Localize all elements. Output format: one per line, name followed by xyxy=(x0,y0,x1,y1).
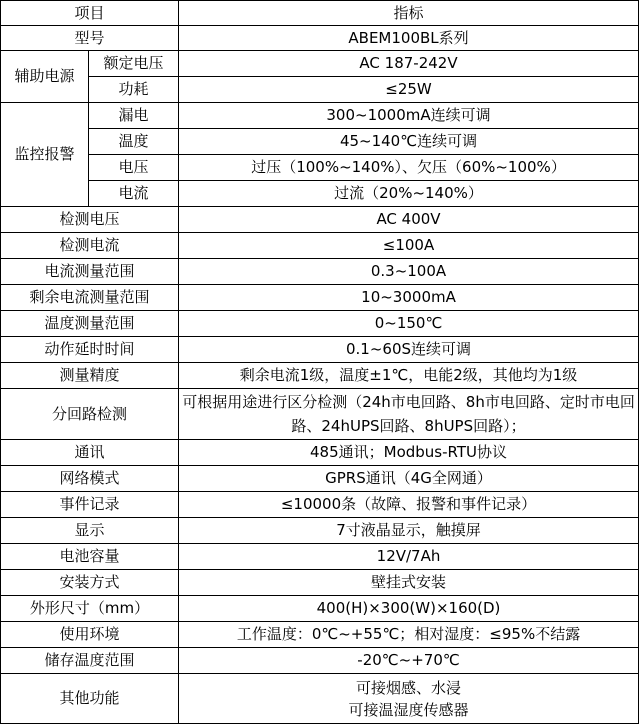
row-value: 可根据用途进行区分检测（24h市电回路、8h市电回路、定时市电回路、24hUPS回路、8hUPS回路）； xyxy=(179,389,639,440)
row-label: 安装方式 xyxy=(1,570,179,596)
row-value: 剩余电流1级，温度±1℃，电能2级，其他均为1级 xyxy=(179,363,639,389)
row-label: 温度测量范围 xyxy=(1,311,179,337)
table-row xyxy=(1,26,639,51)
row-value: 过压（100%~140%）、欠压（60%~100%） xyxy=(179,155,639,181)
row-value: 过流（20%~140%） xyxy=(179,181,639,207)
table-row xyxy=(1,181,639,207)
row-label: 动作延时时间 xyxy=(1,337,179,363)
table-row xyxy=(1,544,639,570)
row-label: 储存温度范围 xyxy=(1,648,179,674)
row-value: 0.1~60S连续可调 xyxy=(179,337,639,363)
row-value: 壁挂式安装 xyxy=(179,570,639,596)
row-label: 分回路检测 xyxy=(1,389,179,440)
row-value: 400(H)×300(W)×160(D) xyxy=(179,596,639,622)
table-row xyxy=(1,622,639,648)
row-value: ≤10000条（故障、报警和事件记录） xyxy=(179,492,639,518)
row-label: 外形尺寸（mm） xyxy=(1,596,179,622)
row-value: 45~140℃连续可调 xyxy=(179,129,639,155)
row-label: 剩余电流测量范围 xyxy=(1,285,179,311)
row-label: 显示 xyxy=(1,518,179,544)
row-value: ABEM100BL系列 xyxy=(179,26,639,51)
table-row xyxy=(1,648,639,674)
table-row xyxy=(1,233,639,259)
table-row xyxy=(1,440,639,466)
header-row xyxy=(1,1,639,26)
sub-label: 漏电 xyxy=(89,103,179,129)
row-value: 7寸液晶显示，触摸屏 xyxy=(179,518,639,544)
table-row xyxy=(1,103,639,129)
table-row xyxy=(1,596,639,622)
row-value: ≤100A xyxy=(179,233,639,259)
row-label: 电流测量范围 xyxy=(1,259,179,285)
sub-label: 电流 xyxy=(89,181,179,207)
row-value: ≤25W xyxy=(179,77,639,103)
header-item: 项目 xyxy=(1,1,179,26)
table-row xyxy=(1,155,639,181)
row-value: AC 400V xyxy=(179,207,639,233)
table-row xyxy=(1,389,639,440)
row-label: 其他功能 xyxy=(1,674,179,724)
table-row xyxy=(1,77,639,103)
sub-label: 功耗 xyxy=(89,77,179,103)
table-row xyxy=(1,570,639,596)
table-row xyxy=(1,129,639,155)
sub-label: 电压 xyxy=(89,155,179,181)
row-value xyxy=(179,674,639,724)
other-line-1: 可接烟感、水浸 xyxy=(356,678,462,697)
other-line-2: 可接温湿度传感器 xyxy=(348,700,469,719)
row-label: 测量精度 xyxy=(1,363,179,389)
table-row xyxy=(1,259,639,285)
table-row xyxy=(1,518,639,544)
row-label: 电池容量 xyxy=(1,544,179,570)
table-row xyxy=(1,207,639,233)
table-row xyxy=(1,311,639,337)
row-value: 0~150℃ xyxy=(179,311,639,337)
group-label-alarm: 监控报警 xyxy=(1,103,89,207)
row-label: 网络模式 xyxy=(1,466,179,492)
table-row xyxy=(1,285,639,311)
row-value: 300~1000mA连续可调 xyxy=(179,103,639,129)
row-value: 10~3000mA xyxy=(179,285,639,311)
row-value: 485通讯；Modbus-RTU协议 xyxy=(179,440,639,466)
row-value: -20℃~+70℃ xyxy=(179,648,639,674)
table-row xyxy=(1,674,639,724)
row-label: 型号 xyxy=(1,26,179,51)
group-label-aux-power: 辅助电源 xyxy=(1,51,89,103)
table-row xyxy=(1,363,639,389)
row-label: 事件记录 xyxy=(1,492,179,518)
header-spec: 指标 xyxy=(179,1,639,26)
sub-label: 额定电压 xyxy=(89,51,179,77)
row-value: GPRS通讯（4G全网通） xyxy=(179,466,639,492)
row-value: AC 187-242V xyxy=(179,51,639,77)
row-label: 使用环境 xyxy=(1,622,179,648)
row-value: 工作温度：0℃~+55℃；相对湿度：≤95%不结露 xyxy=(179,622,639,648)
row-value: 12V/7Ah xyxy=(179,544,639,570)
table-row xyxy=(1,337,639,363)
row-label: 通讯 xyxy=(1,440,179,466)
sub-label: 温度 xyxy=(89,129,179,155)
row-label: 检测电流 xyxy=(1,233,179,259)
table-row xyxy=(1,466,639,492)
row-value: 0.3~100A xyxy=(179,259,639,285)
row-label: 检测电压 xyxy=(1,207,179,233)
table-row xyxy=(1,492,639,518)
table-row xyxy=(1,51,639,77)
